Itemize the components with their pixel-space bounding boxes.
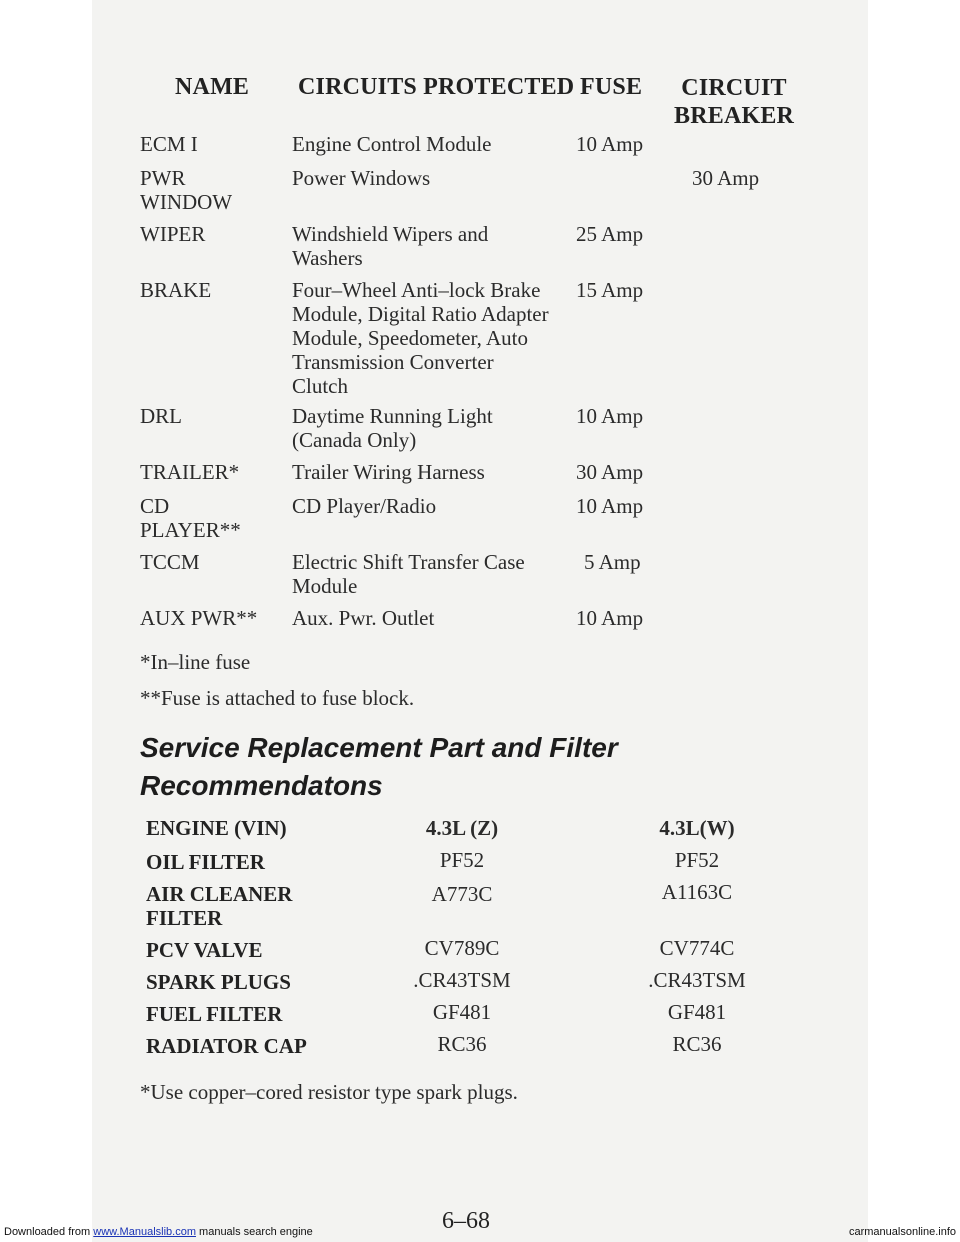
fuse-row-circuits: Four–Wheel Anti–lock Brake Module, Digital Ratio Adapter Module, Speedometer, Auto Transmission Converter Clutch <box>292 278 549 398</box>
parts-row-col2: CV774C <box>659 936 735 960</box>
header-fuse: FUSE <box>580 74 643 100</box>
fuse-row-name: ECM I <box>140 132 198 156</box>
parts-row-col1: .CR43TSM <box>413 968 511 992</box>
parts-row-col2: RC36 <box>672 1032 722 1056</box>
note-spark-plugs: *Use copper–cored resistor type spark plugs. <box>140 1080 518 1104</box>
fuse-row-name: TCCM <box>140 550 200 574</box>
parts-row-col1: A773C <box>431 882 493 906</box>
fuse-row-fuse: 10 Amp <box>576 494 644 518</box>
fuse-row-fuse: 15 Amp <box>576 278 644 302</box>
fuse-row-name: DRL <box>140 404 182 428</box>
fuse-row-fuse: 30 Amp <box>576 460 644 484</box>
parts-row-col2: .CR43TSM <box>648 968 746 992</box>
fuse-row-name: AUX PWR** <box>140 606 258 630</box>
parts-row-col1: PF52 <box>439 848 485 872</box>
section-title <box>140 730 618 804</box>
download-footer <box>4 1226 313 1238</box>
fuse-row-breaker: 30 Amp <box>692 166 760 190</box>
fuse-row-circuits: Engine Control Module <box>292 132 492 156</box>
section-title-line2: Recommendatons <box>140 770 383 801</box>
fuse-row-name: BRAKE <box>140 278 212 302</box>
header-breaker-line1: CIRCUIT <box>681 75 787 101</box>
header-name: NAME <box>175 74 250 100</box>
parts-row-col1: CV789C <box>424 936 500 960</box>
parts-row-label: AIR CLEANER FILTER <box>146 882 293 930</box>
fuse-row-name: CD PLAYER** <box>140 494 241 542</box>
section-title-line1: Service Replacement Part and Filter <box>140 732 618 763</box>
parts-row-col2: PF52 <box>674 848 720 872</box>
parts-header-col2: 4.3L(W) <box>659 816 735 840</box>
note-inline-fuse: *In–line fuse <box>140 650 251 674</box>
fuse-row-name: WIPER <box>140 222 206 246</box>
footer-prefix: Downloaded from <box>4 1226 94 1238</box>
footer-suffix: manuals search engine <box>195 1226 313 1238</box>
fuse-row-circuits: Windshield Wipers and Washers <box>292 222 489 270</box>
manualslib-link[interactable]: www.Manualslib.com <box>93 1226 196 1238</box>
parts-row-label: FUEL FILTER <box>146 1002 283 1026</box>
fuse-row-fuse: 10 Amp <box>576 404 644 428</box>
fuse-row-fuse: 5 Amp <box>584 550 641 574</box>
parts-row-label: OIL FILTER <box>146 850 265 874</box>
parts-row-label: SPARK PLUGS <box>146 970 291 994</box>
fuse-row-name: PWR WINDOW <box>140 166 233 214</box>
parts-row-col2: A1163C <box>661 880 733 904</box>
fuse-row-fuse: 25 Amp <box>576 222 644 246</box>
fuse-row-fuse: 10 Amp <box>576 132 644 156</box>
note-fuse-block: **Fuse is attached to fuse block. <box>140 686 415 710</box>
parts-row-col2: GF481 <box>667 1000 727 1024</box>
fuse-row-circuits: CD Player/Radio <box>292 494 437 518</box>
page-number: 6–68 <box>442 1208 490 1234</box>
fuse-row-circuits: Trailer Wiring Harness <box>292 460 485 484</box>
watermark: carmanualsonline.info <box>848 1226 956 1238</box>
fuse-row-circuits: Power Windows <box>292 166 431 190</box>
fuse-row-circuits: Daytime Running Light (Canada Only) <box>292 404 493 452</box>
fuse-row-name: TRAILER* <box>140 460 240 484</box>
header-circuits-protected: CIRCUITS PROTECTED <box>298 74 575 100</box>
parts-row-label: PCV VALVE <box>146 938 263 962</box>
header-circuit-breaker <box>674 74 794 130</box>
parts-row-label: RADIATOR CAP <box>146 1034 307 1058</box>
fuse-row-fuse: 10 Amp <box>576 606 644 630</box>
parts-header-engine: ENGINE (VIN) <box>146 816 287 840</box>
fuse-row-circuits: Aux. Pwr. Outlet <box>292 606 435 630</box>
parts-header-col1: 4.3L (Z) <box>425 816 499 840</box>
parts-row-col1: GF481 <box>432 1000 492 1024</box>
header-breaker-line2: BREAKER <box>674 103 795 129</box>
parts-row-col1: RC36 <box>437 1032 487 1056</box>
fuse-row-circuits: Electric Shift Transfer Case Module <box>292 550 525 598</box>
